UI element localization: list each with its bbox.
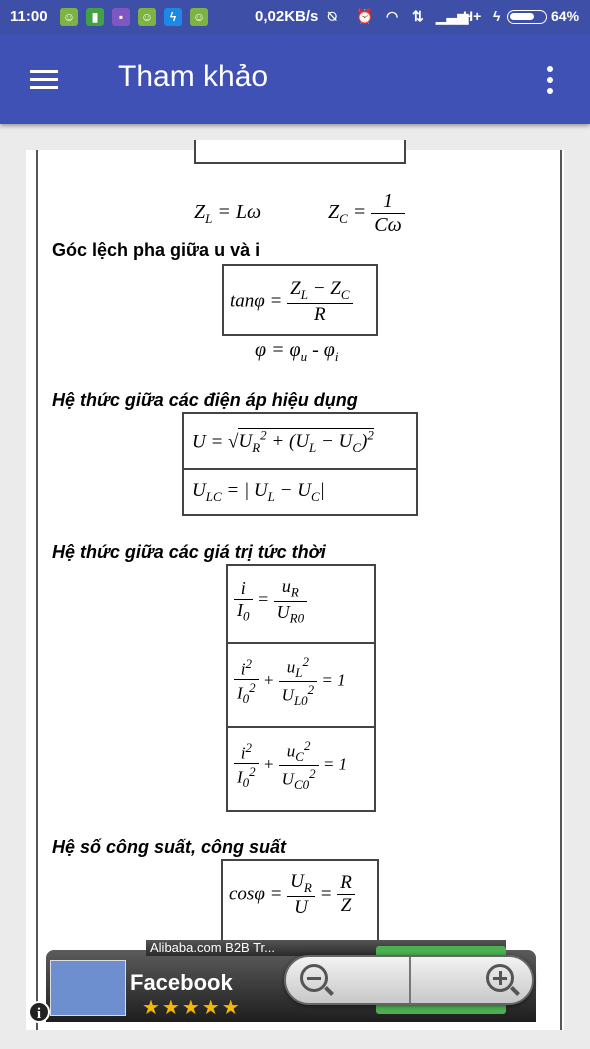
battery-saver-icon: ▮	[86, 8, 104, 26]
formula-zc: $Z_C$ = $\frac{1}{C\omega}$	[328, 190, 405, 237]
formula-phi: $\varphi = \varphi_u - \varphi_i$	[255, 339, 339, 364]
charging-icon: ϟ	[493, 8, 501, 24]
zoom-in-icon[interactable]	[484, 962, 520, 998]
formula-box-voltage	[182, 412, 418, 516]
ad-thumbnail	[50, 960, 126, 1016]
app-bar	[0, 34, 590, 124]
network-type: H+	[463, 8, 482, 24]
ad-app-name: Facebook	[130, 970, 233, 995]
signal-icon: ▁▃▅	[436, 8, 469, 24]
messenger-icon: ϟ	[164, 8, 182, 26]
network-speed: 0,02KB/s	[255, 8, 319, 25]
right-border-line	[560, 150, 562, 1030]
formula-i: $\frac{i}{I_0}$ = $\frac{u_R}{U_{R0}}$	[234, 576, 307, 626]
status-time: 11:00	[10, 8, 48, 25]
formula-box-instant	[226, 564, 376, 812]
page-title: Tham khảo	[118, 60, 269, 93]
formula-box-tan	[222, 264, 378, 336]
battery-percent: 64%	[551, 8, 580, 24]
status-bar	[0, 0, 590, 34]
heading-power: Hệ số công suất, công suất	[52, 837, 287, 857]
android-icon: ☺	[190, 8, 208, 26]
heading-phase: Góc lệch pha giữa u và i	[52, 240, 261, 260]
android-icon: ☺	[60, 8, 78, 26]
formula-ic: $\frac{i^2}{I_0^2}$ + $\frac{u_C^2}{U_{C0}^2}$ = 1	[234, 738, 347, 793]
ad-rating-stars: ★★★★★	[142, 997, 242, 1019]
battery-icon	[507, 10, 547, 24]
ad-strip-text: Alibaba.com B2B Tr...	[146, 940, 506, 956]
mute-icon: ⍉	[328, 8, 337, 24]
hamburger-menu-icon[interactable]	[28, 67, 60, 93]
data-transfer-icon: ⇅	[412, 8, 424, 24]
zoom-out-icon[interactable]	[298, 962, 334, 998]
alarm-icon: ⏰	[356, 8, 374, 24]
formula-zl: $Z_L = L\omega$	[194, 201, 262, 226]
formula-tan: tanφ = $\frac{Z_L - Z_C}{R}$	[230, 278, 353, 326]
more-options-icon[interactable]	[540, 62, 560, 98]
heading-voltage: Hệ thức giữa các điện áp hiệu dụng	[52, 390, 358, 410]
wifi-icon: ◠	[386, 8, 399, 24]
formula-cos: cosφ = $\frac{U_R}{U}$ = $\frac{R}{Z}$	[229, 871, 355, 919]
formula-il: $\frac{i^2}{I_0^2}$ + $\frac{u_L^2}{U_{L0}^2}$ = 1	[234, 654, 346, 709]
left-border-line	[36, 150, 38, 1030]
formula-ulc: $U_{LC}$ = | $U_L - U_C|$	[192, 480, 325, 504]
heading-instant: Hệ thức giữa các giá trị tức thời	[52, 542, 326, 562]
android-icon: ☺	[138, 8, 156, 26]
zoom-control	[284, 955, 534, 1005]
app-icon: ▪	[112, 8, 130, 26]
formula-u: $U = √U_R^2 + (U_L - U_C)^2$	[192, 428, 374, 456]
formula-box-partial	[194, 140, 406, 164]
ad-info-icon[interactable]: i	[28, 1001, 50, 1023]
